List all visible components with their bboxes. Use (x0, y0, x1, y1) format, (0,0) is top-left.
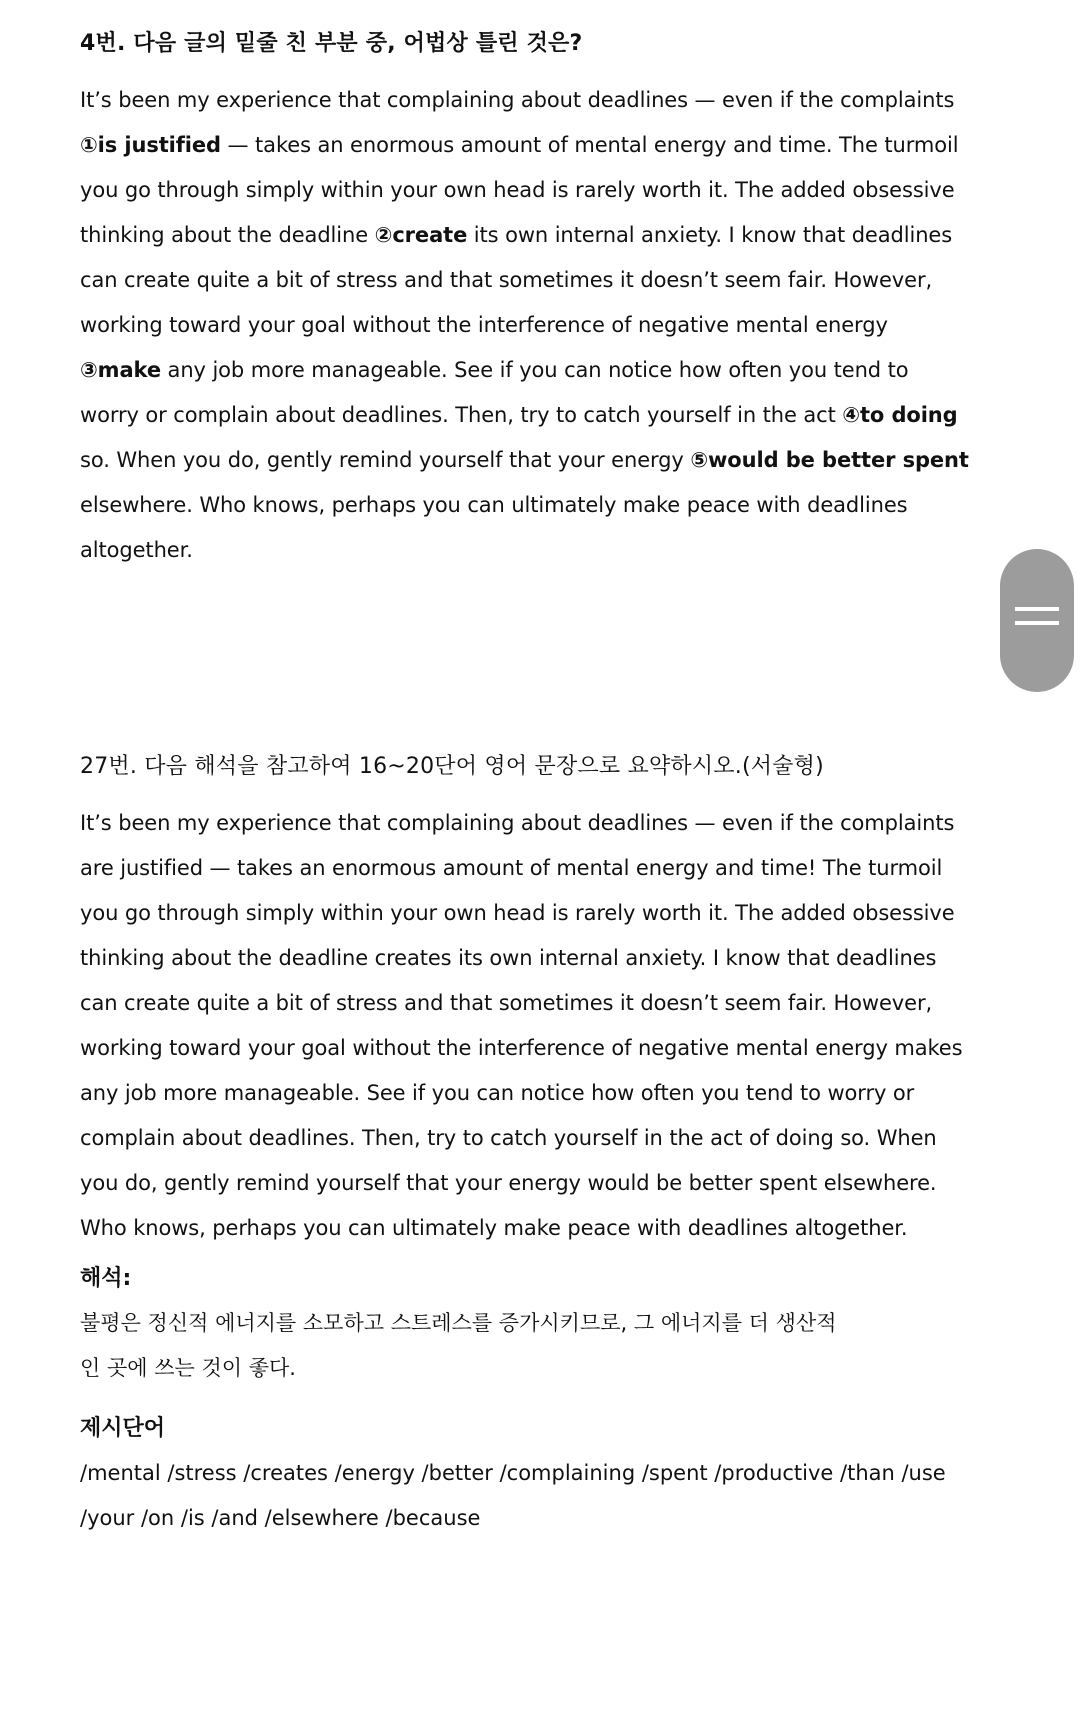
passage-text: are justified — takes an enormous amount of mental energy and time! The turmoil (80, 856, 943, 880)
passage-line (80, 303, 985, 348)
passage-text: thinking about the deadline (80, 223, 375, 247)
word-bank (80, 1451, 985, 1541)
passage-text: It’s been my experience that complaining about deadlines — even if the complaints (80, 811, 955, 835)
passage-text: Who knows, perhaps you can ultimately make peace with deadlines altogether. (80, 1216, 908, 1240)
worksheet-content (80, 22, 985, 1541)
passage-line (80, 258, 985, 303)
passage-text: — takes an enormous amount of mental energy and time. The turmoil (220, 133, 959, 157)
interpretation-text (80, 1301, 985, 1391)
passage-line (80, 1071, 985, 1116)
passage-line (80, 528, 985, 573)
passage-text: working toward your goal without the interference of negative mental energy (80, 313, 888, 337)
passage-text: working toward your goal without the interference of negative mental energy makes (80, 1036, 963, 1060)
passage-line (80, 1116, 985, 1161)
passage-line (80, 393, 985, 438)
interpretation-label: 해석: (80, 1266, 132, 1291)
passage-text: can create quite a bit of stress and that sometimes it doesn’t seem fair. However, (80, 268, 933, 292)
passage-line (80, 483, 985, 528)
passage-line (80, 438, 985, 483)
underlined-choice: ③make (80, 358, 161, 382)
interpretation-line: 인 곳에 쓰는 것이 좋다. (80, 1356, 296, 1380)
underlined-choice: ②create (374, 223, 468, 247)
passage-line (80, 213, 985, 258)
passage-text: thinking about the deadline creates its own internal anxiety. I know that deadlines (80, 946, 937, 970)
passage-line (80, 348, 985, 393)
passage-line (80, 1206, 985, 1251)
question-27-passage (80, 801, 985, 1251)
passage-text: you go through simply within your own head is rarely worth it. The added obsessive (80, 178, 955, 202)
word-bank-line: /mental /stress /creates /energy /better /complaining /spent /productive /than /use (80, 1461, 946, 1485)
grip-line-icon (1015, 607, 1059, 611)
passage-text: you go through simply within your own head is rarely worth it. The added obsessive (80, 901, 955, 925)
interpretation-line: 불평은 정신적 에너지를 소모하고 스트레스를 증가시키므로, 그 에너지를 더 생산적 (80, 1311, 837, 1335)
grip-line-icon (1015, 621, 1059, 625)
passage-text: worry or complain about deadlines. Then, try to catch yourself in the act (80, 403, 843, 427)
passage-text: elsewhere. Who knows, perhaps you can ultimately make peace with deadlines (80, 493, 908, 517)
passage-text: its own internal anxiety. I know that deadlines (467, 223, 953, 247)
passage-line (80, 936, 985, 981)
passage-text: you do, gently remind yourself that your energy would be better spent elsewhere. (80, 1171, 937, 1195)
passage-line (80, 78, 985, 123)
passage-line (80, 123, 985, 168)
passage-text: any job more manageable. See if you can notice how often you tend to (160, 358, 909, 382)
question-4-title: 4번. 다음 글의 밑줄 친 부분 중, 어법상 틀린 것은? (80, 31, 583, 56)
passage-line (80, 891, 985, 936)
passage-line (80, 1026, 985, 1071)
passage-line (80, 981, 985, 1026)
passage-line (80, 801, 985, 846)
word-bank-label: 제시단어 (80, 1416, 166, 1441)
scroll-handle[interactable] (1000, 549, 1074, 692)
underlined-choice: ④to doing (842, 403, 958, 427)
question-27 (80, 745, 985, 1541)
passage-line (80, 1161, 985, 1206)
passage-line (80, 168, 985, 213)
passage-line (80, 846, 985, 891)
underlined-choice: ①is justified (80, 133, 221, 157)
passage-text: altogether. (80, 538, 193, 562)
question-4-passage (80, 78, 985, 573)
passage-text: any job more manageable. See if you can notice how often you tend to worry or (80, 1081, 915, 1105)
question-4 (80, 22, 985, 573)
underlined-choice: ⑤would be better spent (690, 448, 969, 472)
question-27-title: 27번. 다음 해석을 참고하여 16~20단어 영어 문장으로 요약하시오.(서술형) (80, 754, 824, 779)
passage-text: can create quite a bit of stress and that sometimes it doesn’t seem fair. However, (80, 991, 933, 1015)
passage-text: so. When you do, gently remind yourself that your energy (80, 448, 691, 472)
passage-text: It’s been my experience that complaining about deadlines — even if the complaints (80, 88, 955, 112)
word-bank-line: /your /on /is /and /elsewhere /because (80, 1506, 481, 1530)
passage-text: complain about deadlines. Then, try to catch yourself in the act of doing so. When (80, 1126, 937, 1150)
